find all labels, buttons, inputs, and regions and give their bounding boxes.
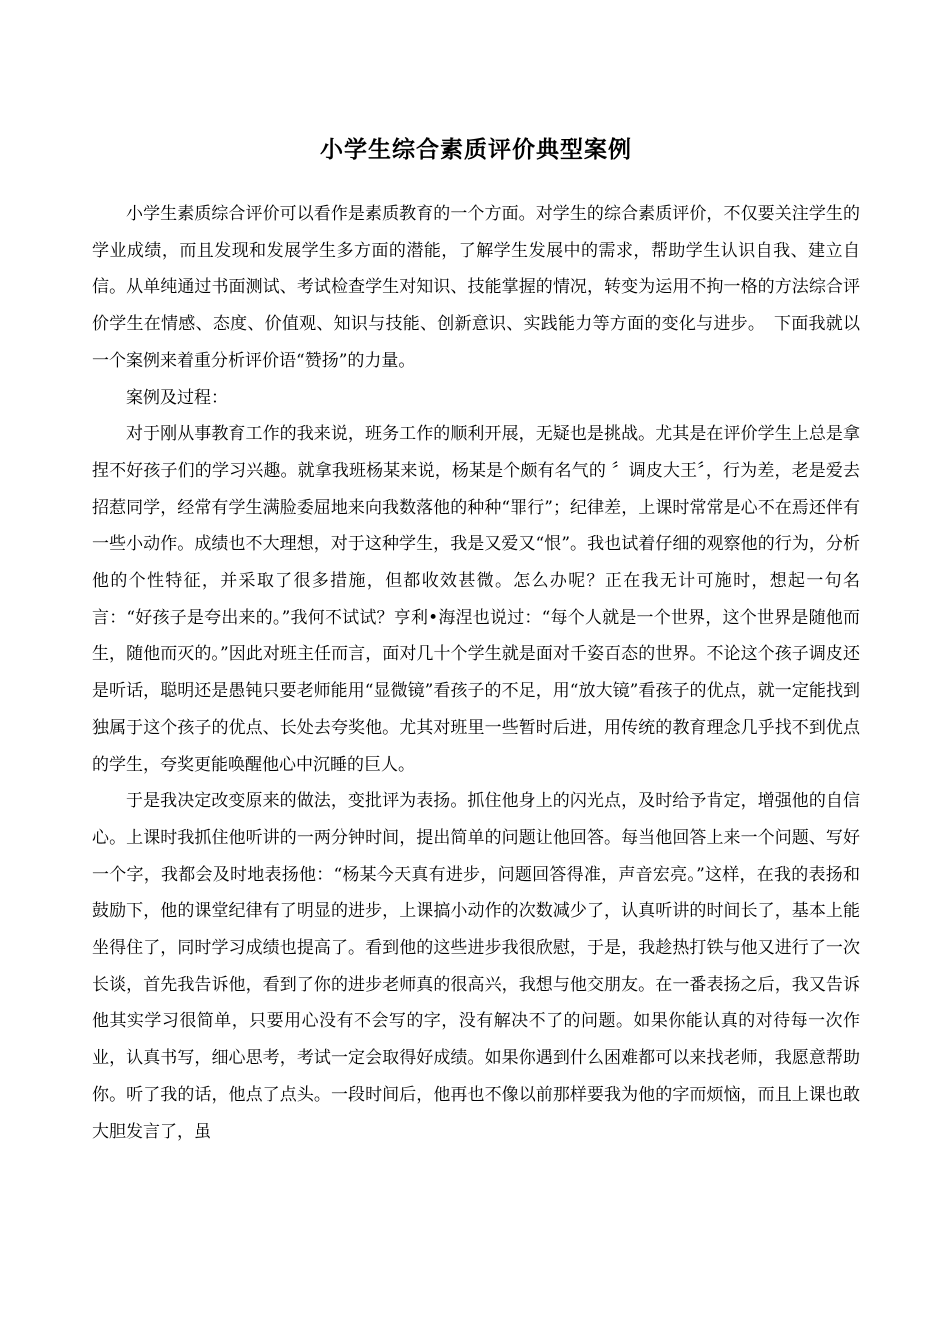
paragraph-case-description: 对于刚从事教育工作的我来说，班务工作的顺利开展，无疑也是挑战。尤其是在评价学生上总是拿捏不好孩子们的学习兴趣。就拿我班杨某来说，杨某是个颇有名气的 〞调皮大王〞，行为差，老是爱去招惹同学，经常有学生满脸委屈地来向我数落他的种种“罪行”；纪律差，上课时常常是心不在焉还伴有一些小动作。成绩也不大理想，对于这种学生，我是又爱又“恨”。我也试着仔细的观察他的行为，分析他的个性特征，并采取了很多措施，但都收效甚微。怎么办呢？正在我无计可施时，想起一句名言：“好孩子是夸出来的。”我何不试试？亨利•海涅也说过：“每个人就是一个世界，这个世界是随他而生，随他而灭的。”因此对班主任而言，面对几十个学生就是面对千姿百态的世界。不论这个孩子调皮还是听话，聪明还是愚钝只要老师能用“显微镜”看孩子的不足，用“放大镜”看孩子的优点，就一定能找到独属于这个孩子的优点、长处去夸奖他。尤其对班里一些暂时后进，用传统的教育理念几乎找不到优点的学生，夸奖更能唤醒他心中沉睡的巨人。 — [92, 424, 860, 775]
paragraph-intro: 小学生素质综合评价可以看作是素质教育的一个方面。对学生的综合素质评价，不仅要关注学生的学业成绩，而且发现和发展学生多方面的潜能，了解学生发展中的需求，帮助学生认识自我、建立自信。从单纯通过书面测试、考试检查学生对知识、技能掌握的情况，转变为运用不拘一格的方法综合评价学生在情感、态度、价值观、知识与技能、创新意识、实践能力等方面的变化与进步。 下面我就以一个案例来着重分析评价语“赞扬”的力量。 — [92, 204, 860, 371]
paragraph-case-heading: 案例及过程： — [126, 387, 228, 408]
paragraph-approach: 于是我决定改变原来的做法，变批评为表扬。抓住他身上的闪光点，及时给予肯定，增强他的自信心。上课时我抓住他听讲的一两分钟时间，提出简单的问题让他回答。每当他回答上来一个问题、写好一个字，我都会及时地表扬他：“杨某今天真有进步，问题回答得准，声音宏亮。”这样，在我的表扬和鼓励下，他的课堂纪律有了明显的进步，上课搞小动作的次数减少了，认真听讲的时间长了，基本上能坐得住了，同时学习成绩也提高了。看到他的这些进步我很欣慰，于是，我趁热打铁与他又进行了一次长谈，首先我告诉他，看到了你的进步老师真的很高兴，我想与他交朋友。在一番表扬之后，我又告诉他其实学习很简单，只要用心没有不会写的字，没有解决不了的问题。如果你能认真的对待每一次作业，认真书写，细心思考，考试一定会取得好成绩。如果你遇到什么困难都可以来找老师，我愿意帮助你。听了我的话，他点了点头。一段时间后，他再也不像以前那样要我为他的字而烦恼，而且上课也敢大胆发言了，虽 — [92, 791, 860, 1142]
document-page — [92, 130, 860, 1150]
document-title: 小学生综合素质评价典型案例 — [320, 136, 632, 163]
